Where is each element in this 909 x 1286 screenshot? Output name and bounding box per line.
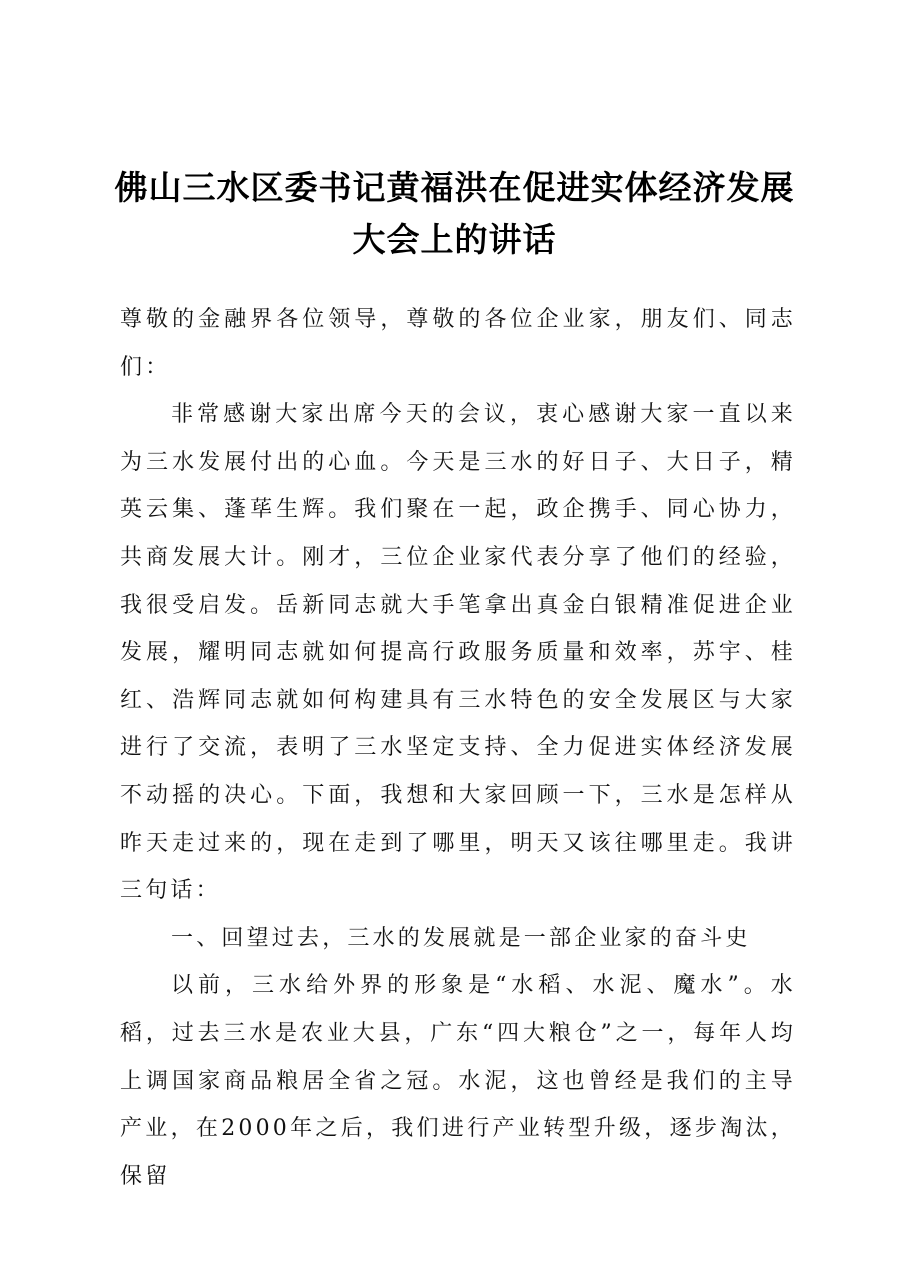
- document-title-line-1: 佛山三水区委书记黄福洪在促进实体经济发展: [114, 168, 795, 207]
- section-heading-one: 一、回望过去，三水的发展就是一部企业家的奋斗史: [171, 925, 751, 951]
- document-title: [100, 162, 809, 266]
- document-title-line-2: 大会上的讲话: [352, 220, 557, 259]
- document-body: [120, 296, 796, 1200]
- salutation-paragraph: 尊敬的金融界各位领导，尊敬的各位企业家，朋友们、同志们：: [120, 307, 796, 380]
- history-paragraph: 以前，三水给外界的形象是“水稻、水泥、魔水”。水稻，过去三水是农业大县，广东“四大粮仓”之一，每年人均上调国家商品粮居全省之冠。水泥，这也曾经是我们的主导产业，在2000年之后，我们进行产业转型升级，逐步淘汰，保留: [120, 973, 796, 1189]
- opening-paragraph: 非常感谢大家出席今天的会议，衷心感谢大家一直以来为三水发展付出的心血。今天是三水的好日子、大日子，精英云集、蓬荜生辉。我们聚在一起，政企携手、同心协力，共商发展大计。刚才，三位企业家代表分享了他们的经验，我很受启发。岳新同志就大手笔拿出真金白银精准促进企业发展，耀明同志就如何提高行政服务质量和效率，苏宇、桂红、浩辉同志就如何构建具有三水特色的安全发展区与大家进行了交流，表明了三水坚定支持、全力促进实体经济发展不动摇的决心。下面，我想和大家回顾一下，三水是怎样从昨天走过来的，现在走到了哪里，明天又该往哪里走。我讲三句话：: [120, 402, 796, 904]
